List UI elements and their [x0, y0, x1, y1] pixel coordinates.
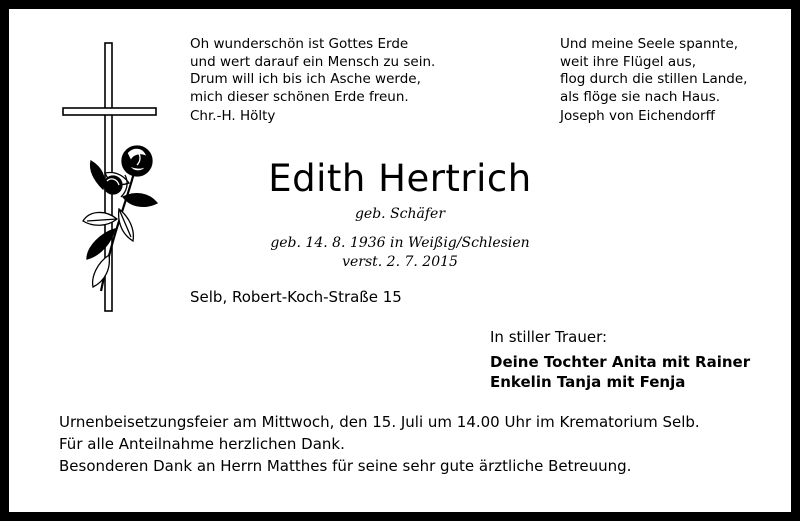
obituary-notice [9, 9, 791, 512]
death-date: verst. 2. 7. 2015 [342, 254, 458, 270]
footer-text [59, 411, 700, 477]
address: Selb, Robert-Koch-Straße 15 [190, 288, 402, 306]
poem-author: Joseph von Eichendorff [560, 108, 715, 124]
poem-line: Drum will ich bis ich Asche werde, [190, 71, 421, 87]
mourning-heading: In stiller Trauer: [490, 328, 608, 346]
poem-line: als flöge sie nach Haus. [560, 88, 721, 105]
mourner: Enkelin Tanja mit Fenja [490, 373, 686, 391]
deceased-name: Edith Hertrich [268, 157, 532, 200]
poem-line: Und meine Seele spannte, [560, 36, 739, 52]
poem-line: und wert darauf ein Mensch zu sein. [190, 53, 436, 70]
maiden-name: geb. Schäfer [354, 206, 446, 222]
poem-line: mich dieser schönen Erde freun. [190, 88, 409, 105]
footer-line-funeral: Urnenbeisetzungsfeier am Mittwoch, den 15. Juli um 14.00 Uhr im Krematorium Selb. [59, 413, 700, 431]
poem-line: flog durch die stillen Lande, [560, 71, 748, 87]
poem-right [560, 36, 747, 126]
poem-left [190, 36, 435, 126]
footer-line-special-thanks: Besonderen Dank an Herrn Matthes für seine sehr gute ärztliche Betreuung. [59, 457, 632, 475]
poem-line: Oh wunderschön ist Gottes Erde [190, 36, 409, 52]
birth-date: geb. 14. 8. 1936 in Weißig/Schlesien [270, 235, 530, 251]
mourner: Deine Tochter Anita mit Rainer [490, 353, 751, 371]
footer-line-thanks: Für alle Anteilnahme herzlichen Dank. [59, 435, 345, 453]
poem-line: weit ihre Flügel aus, [560, 53, 696, 70]
poem-author: Chr.-H. Hölty [190, 108, 276, 124]
mourning-block [490, 327, 750, 392]
